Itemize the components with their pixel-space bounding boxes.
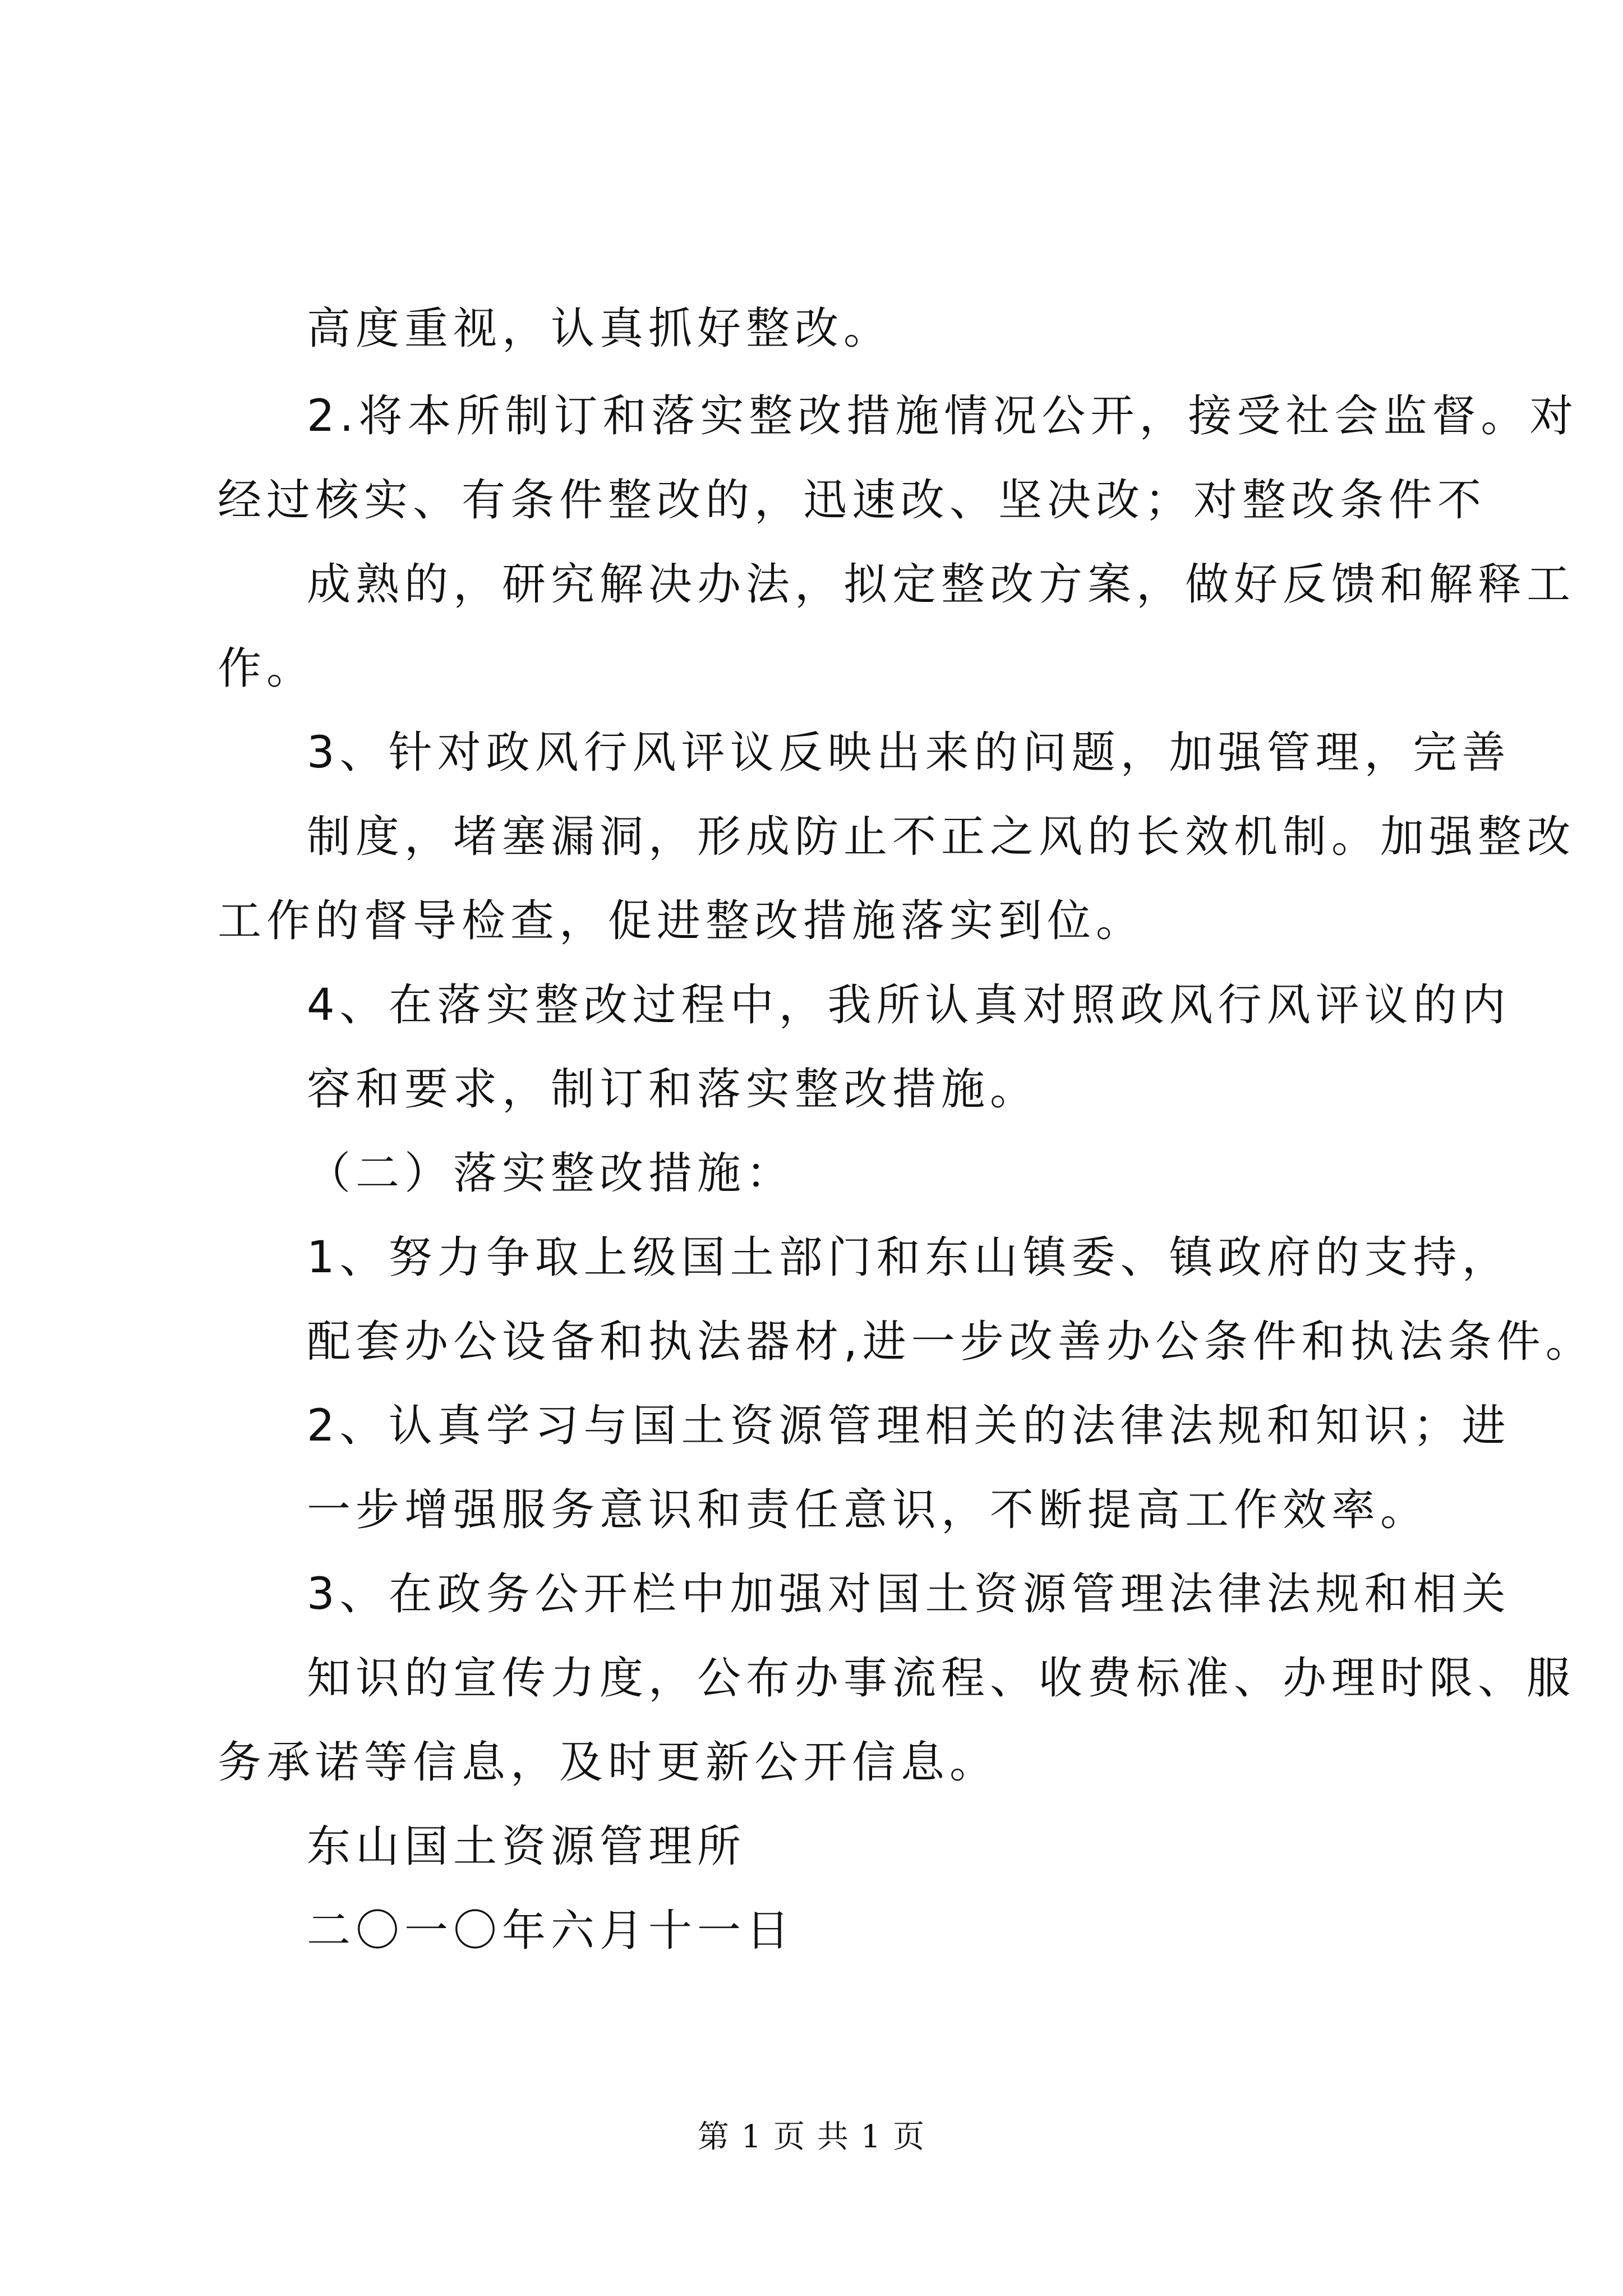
body-line: 经过核实、有条件整改的，迅速改、坚决改；对整改条件不 (218, 475, 1487, 526)
body-line: 知识的宣传力度，公布办事流程、收费标准、办理时限、服 (307, 1653, 1576, 1704)
body-line: 成熟的，研究解决办法，拟定整改方案，做好反馈和解释工 (307, 559, 1576, 610)
signature-organization: 东山国土资源管理所 (307, 1821, 746, 1872)
body-line: 配套办公设备和执法器材,进一步改善办公条件和执法条件。 (307, 1317, 1594, 1367)
page-footer: 第 1 页 共 1 页 (697, 2119, 926, 2155)
section-heading: （二）落实整改措施： (307, 1148, 795, 1199)
signature-date: 二〇一〇年六月十一日 (307, 1906, 795, 1956)
body-line: 2.将本所制订和落实整改措施情况公开，接受社会监督。对 (307, 391, 1579, 441)
body-line: 高度重视，认真抓好整改。 (307, 303, 893, 354)
body-line: 作。 (218, 643, 316, 694)
body-line: 制度，堵塞漏洞，形成防止不正之风的长效机制。加强整改 (307, 812, 1576, 862)
body-line: 3、在政务公开栏中加强对国土资源管理法律法规和相关 (307, 1569, 1511, 1619)
body-line: 一步增强服务意识和责任意识，不断提高工作效率。 (307, 1485, 1430, 1535)
body-line: 2、认真学习与国土资源管理相关的法律法规和知识；进 (307, 1401, 1511, 1451)
body-line: 务承诺等信息，及时更新公开信息。 (218, 1737, 999, 1788)
body-line: 工作的督导检查，促进整改措施落实到位。 (218, 896, 1145, 946)
body-line: 4、在落实整改过程中，我所认真对照政风行风评议的内 (307, 980, 1511, 1030)
body-line: 1、努力争取上级国土部门和东山镇委、镇政府的支持， (307, 1232, 1511, 1283)
body-line: 3、针对政风行风评议反映出来的问题，加强管理，完善 (307, 728, 1511, 778)
body-line: 容和要求，制订和落实整改措施。 (307, 1064, 1039, 1115)
